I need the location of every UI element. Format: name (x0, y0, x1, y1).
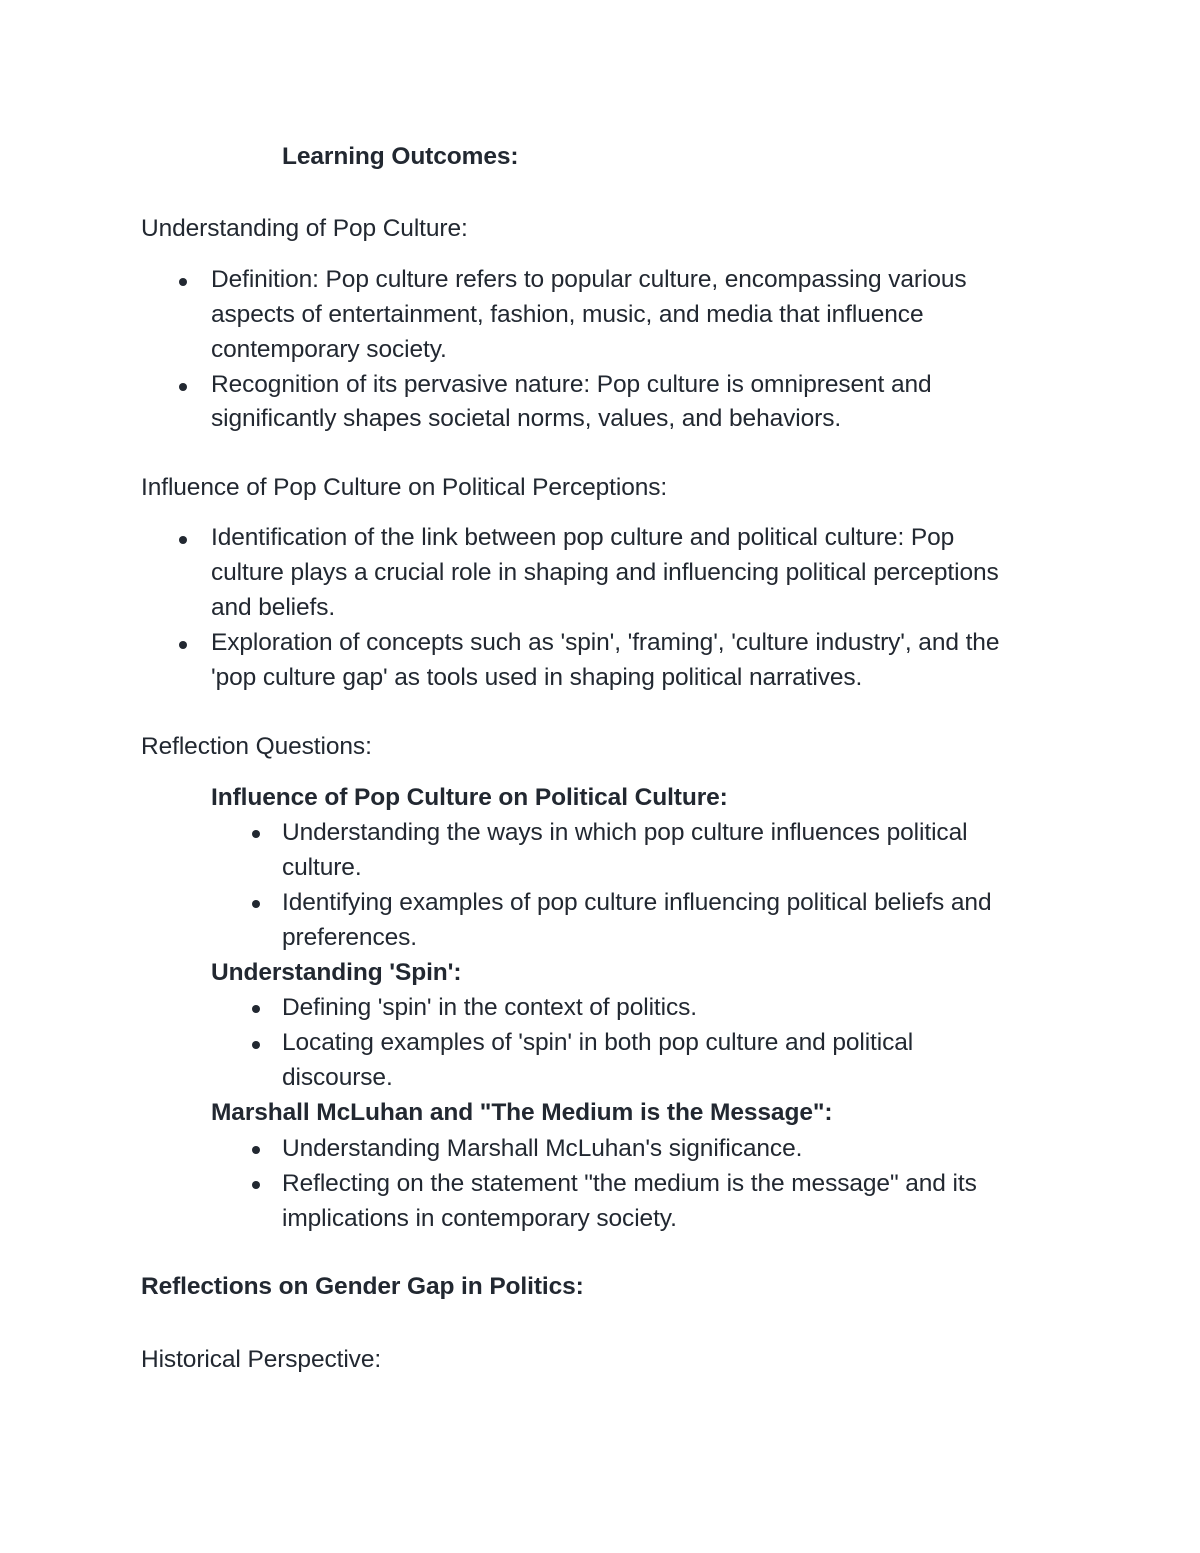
bullet-icon (179, 536, 187, 544)
list-item-line: significantly shapes societal norms, values, and behaviors. (211, 405, 842, 432)
bullet-icon (252, 1005, 260, 1013)
page-title: Learning Outcomes: (282, 143, 519, 170)
list-item-line: Understanding the ways in which pop culture influences political (282, 819, 968, 846)
list-item-line: Defining 'spin' in the context of politics. (282, 994, 697, 1021)
section-heading-gender-gap: Reflections on Gender Gap in Politics: (141, 1273, 584, 1300)
list-item-line: and beliefs. (211, 594, 336, 621)
list-item-line: culture. (282, 854, 362, 881)
list-item-line: Identification of the link between pop culture and political culture: Pop (211, 524, 955, 551)
list-item-line: Understanding Marshall McLuhan's significance. (282, 1135, 803, 1162)
list-item-line: discourse. (282, 1064, 393, 1091)
bullet-icon (179, 278, 187, 286)
list-item-line: 'pop culture gap' as tools used in shaping political narratives. (211, 664, 863, 691)
list-item-line: culture plays a crucial role in shaping and influencing political perceptions (211, 559, 999, 586)
section-heading-reflection: Reflection Questions: (141, 733, 372, 760)
bullet-icon (252, 830, 260, 838)
list-item-line: Identifying examples of pop culture influencing political beliefs and (282, 889, 992, 916)
section-heading-pop-culture: Understanding of Pop Culture: (141, 215, 468, 242)
section-heading-influence: Influence of Pop Culture on Political Perceptions: (141, 474, 668, 501)
list-item-line: Exploration of concepts such as 'spin', 'framing', 'culture industry', and the (211, 629, 1000, 656)
list-item-line: aspects of entertainment, fashion, music, and media that influence (211, 301, 924, 328)
bullet-icon (252, 1041, 260, 1049)
subsection-heading-political-culture: Influence of Pop Culture on Political Culture: (211, 784, 728, 811)
list-item-line: preferences. (282, 924, 417, 951)
bullet-icon (179, 641, 187, 649)
list-item-line: Definition: Pop culture refers to popular culture, encompassing various (211, 266, 967, 293)
subsection-heading-mcluhan: Marshall McLuhan and "The Medium is the Message": (211, 1099, 833, 1126)
subsection-heading-spin: Understanding 'Spin': (211, 959, 462, 986)
list-item-line: Locating examples of 'spin' in both pop culture and political (282, 1029, 914, 1056)
section-heading-historical: Historical Perspective: (141, 1346, 382, 1373)
list-item-line: Recognition of its pervasive nature: Pop culture is omnipresent and (211, 371, 932, 398)
bullet-icon (252, 1146, 260, 1154)
list-item-line: contemporary society. (211, 336, 447, 363)
list-item-line: implications in contemporary society. (282, 1205, 677, 1232)
list-item-line: Reflecting on the statement "the medium is the message" and its (282, 1170, 977, 1197)
bullet-icon (252, 1181, 260, 1189)
bullet-icon (252, 900, 260, 908)
bullet-icon (179, 383, 187, 391)
